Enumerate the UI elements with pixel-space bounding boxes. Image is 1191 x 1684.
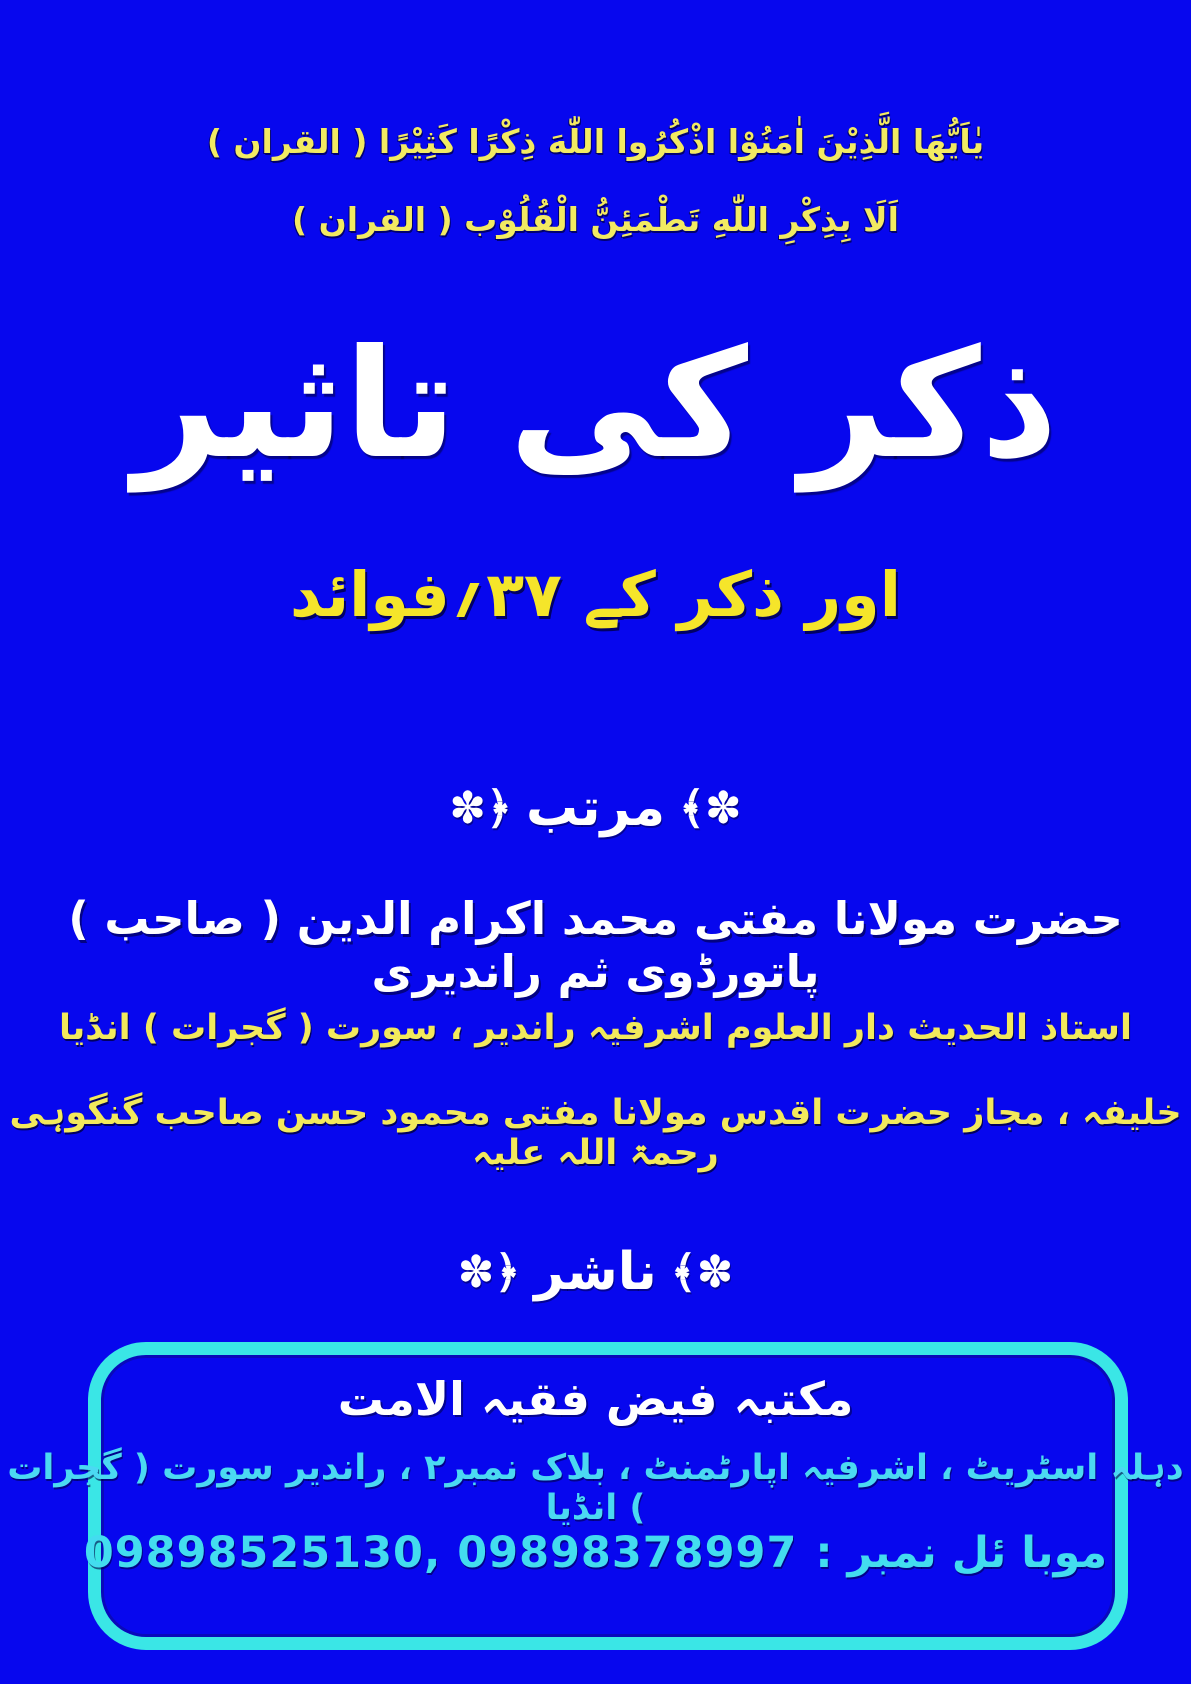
quran-verse-2: اَلَا بِذِكْرِ اللّٰهِ تَطْمَئِنُّ الْقُلُوْب ( القران ) [292,200,899,239]
ornament-icon: ﴾✽ [670,1246,734,1298]
ornament-icon: ﴾✽ [679,782,742,834]
mobile-numbers: 09898525130, 09898378997 [83,1528,798,1578]
ornament-icon: ✽﴿ [457,1246,521,1298]
compiler-heading [0,778,1191,838]
compiler-heading-label: مرتب [525,778,666,838]
compiler-name: حضرت مولانا مفتی محمد اکرام الدین ( صاحب ) پاتورڈوی ثم راندیری [68,892,1123,998]
publisher-address: دہلہ اسٹریٹ ، اشرفیہ اپارٹمنٹ ، بلاک نمبر۲ ، راندیر سورت ( گجرات ) انڈیا [7,1448,1184,1528]
publisher-mobile-row [0,1528,1191,1578]
publisher-name: مکتبہ فیض فقیہ الامت [337,1372,854,1426]
publisher-heading [0,1242,1191,1302]
compiler-credential-2: خلیفہ ، مجاز حضرت اقدس مولانا مفتی محمود حسن صاحب گنگوہی رحمۃ اللہ علیہ [9,1093,1182,1173]
compiler-credential-1: استاذ الحدیث دار العلوم اشرفیہ راندیر ، سورت ( گجرات ) انڈیا [59,1008,1132,1048]
book-subtitle: اور ذکر کے ۳۷؍فوائد [290,558,901,631]
mobile-number-label: موبا ئل نمبر : [815,1528,1108,1578]
quran-verse-1: يٰاَيُّهَا الَّذِيْنَ اٰمَنُوْا اذْكُرُوا اللّٰهَ ذِكْرًا كَثِيْرًا ( القران ) [206,122,985,161]
publisher-heading-label: ناشر [534,1242,657,1302]
ornament-icon: ✽﴿ [449,782,512,834]
book-title: ذکر کی تاثیر [133,318,1058,492]
